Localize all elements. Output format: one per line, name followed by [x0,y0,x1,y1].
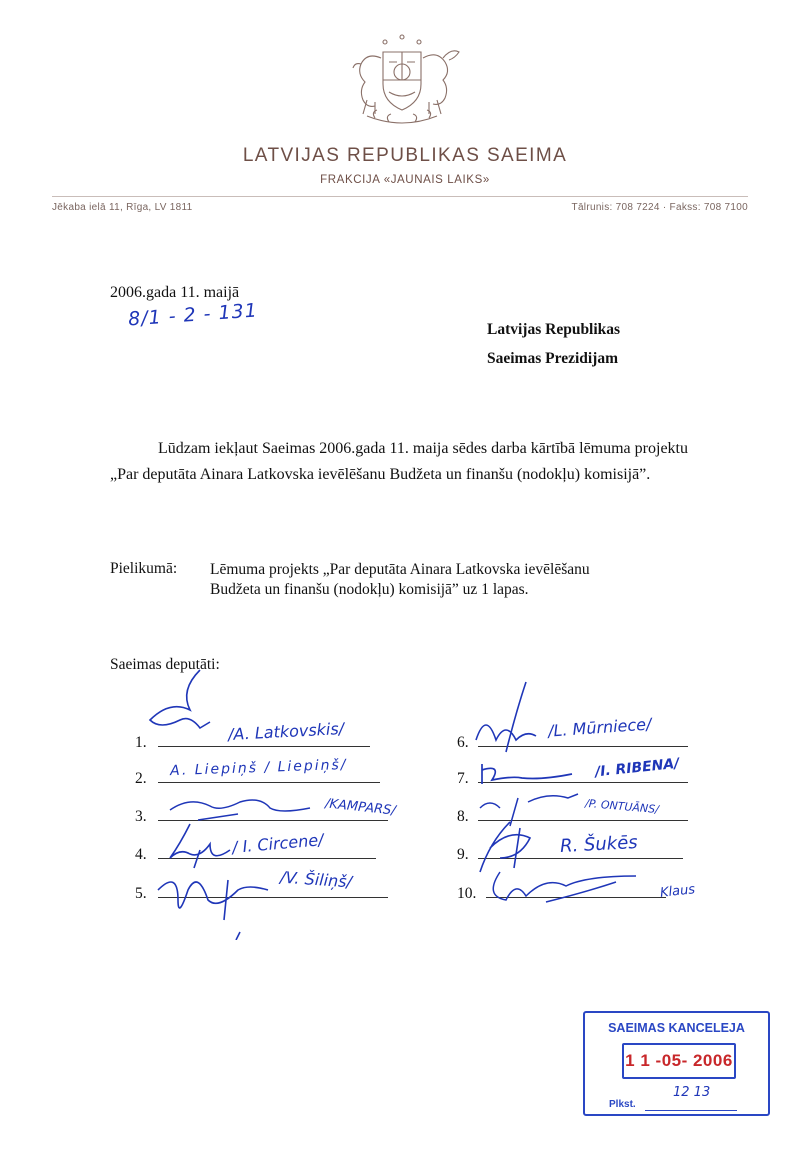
addressee-line-2: Saeimas Prezidijam [487,350,619,367]
attachment-label: Pielikumā: [110,560,178,577]
letter-body [110,436,688,488]
signature-number: 9. [457,846,469,863]
registration-number: 8/1 - 2 - 131 [127,299,259,331]
letter-date: 2006.gada 11. maijā [110,284,240,301]
signature-number: 6. [457,734,469,751]
stamp-date: 1 1 -05- 2006 [622,1043,736,1079]
contact-numbers: Tālrunis: 708 7224 · Fakss: 708 7100 [571,202,748,213]
signature-number: 7. [457,770,469,787]
letter-body-text: Lūdzam iekļaut Saeimas 2006.gada 11. maija sēdes darba kārtībā lēmuma projektu „Par deputāta Ainara Latkovska ievēlēšanu Budžeta un finanšu (nodokļu) komisijā”. [110,440,688,483]
signature-number: 2. [135,770,147,787]
stamp-title: SAEIMAS KANCELEJA [608,1021,745,1035]
stamp-time-label: Plkst. [609,1099,636,1110]
signature-name: /KAMPARS/ [324,796,397,819]
signature-line [158,782,380,783]
signature-name: /I. RIBENA/ [594,755,681,781]
addressee-line-1: Latvijas Republikas [487,321,621,338]
signature-number: 8. [457,808,469,825]
handwritten-signature-6 [466,680,546,765]
stamp-time-value: 12 13 [673,1085,711,1100]
handwritten-signature-10 [486,866,646,911]
signature-name: /P. ONTUĀNS/ [584,796,660,817]
signature-name: / I. Circene/ [231,830,325,857]
office-stamp [583,1011,770,1116]
organization-title: LATVIJAS REPUBLIKAS SAEIMA [242,145,568,166]
signature-name: A. Liepiņš / Liepiņš/ [169,756,348,780]
header-divider [52,196,748,197]
postal-address: Jēkaba ielā 11, Rīga, LV 1811 [52,202,193,213]
stamp-time-line [645,1110,737,1111]
coat-of-arms-emblem [337,28,467,128]
signature-name: /V. Šiliņš/ [279,867,353,892]
signature-name: /A. Latkovskis/ [227,718,345,745]
attachment-text: Lēmuma projekts „Par deputāta Ainara Latkovska ievēlēšanu Budžeta un finanšu (nodokļu) komisijā” uz 1 lapas. [210,561,590,598]
signatories-label: Saeimas deputāti: [110,656,220,673]
handwritten-signature-5 [148,860,278,945]
signature-number: 1. [135,734,147,751]
faction-subtitle: FRAKCIJA «JAUNAIS LAIKS» [320,174,490,186]
signature-number: 3. [135,808,147,825]
signature-name: /L. Mūrniece/ [547,714,653,741]
signature-name: Klaus [659,882,696,901]
signature-number: 5. [135,885,147,902]
signature-name: R. Šukēs [559,831,639,858]
signature-number: 4. [135,846,147,863]
handwritten-signature-1 [140,668,230,753]
signature-number: 10. [457,885,477,902]
